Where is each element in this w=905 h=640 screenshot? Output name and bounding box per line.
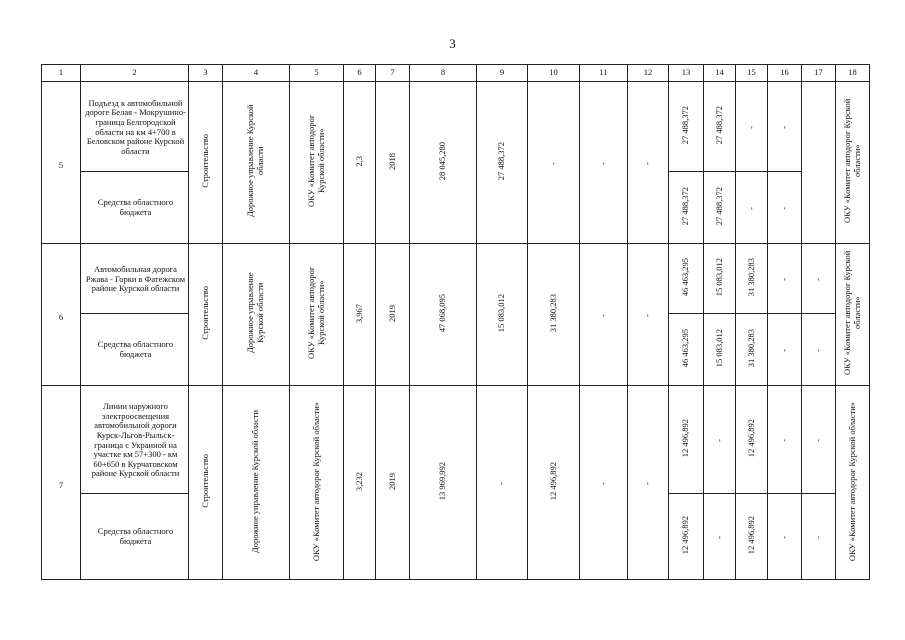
funding-source: Средства областного бюджета <box>81 314 189 386</box>
funding-value: 15 083,012 <box>704 314 736 386</box>
header-cell: 8 <box>410 65 477 82</box>
funding-value: 15 083,012 <box>704 244 736 314</box>
funding-value: 46 463,295 <box>669 244 704 314</box>
header-cell: 16 <box>768 65 802 82</box>
developer-name: ОКУ «Комитет автодорог Курской области» <box>290 82 344 244</box>
work-type: Строительство <box>189 82 223 244</box>
funding-value: 46 463,295 <box>669 314 704 386</box>
funding-value: - <box>802 244 836 314</box>
table-row <box>42 82 870 172</box>
header-cell: 13 <box>669 65 704 82</box>
cost-value: - <box>628 386 669 580</box>
client-name: Дорожное управление Курской области <box>223 386 290 580</box>
header-cell: 9 <box>477 65 528 82</box>
funding-value: - <box>768 494 802 580</box>
capacity-value: 3,232 <box>344 386 376 580</box>
cost-value: 27 488,372 <box>477 82 528 244</box>
year-value: 2019 <box>376 244 410 386</box>
cost-value: 31 380,283 <box>528 244 580 386</box>
funding-value: - <box>802 386 836 494</box>
header-cell: 2 <box>81 65 189 82</box>
work-type: Строительство <box>189 386 223 580</box>
funding-value: 12 496,892 <box>669 386 704 494</box>
header-cell: 5 <box>290 65 344 82</box>
developer-name: ОКУ «Комитет автодорог Курской области» <box>290 386 344 580</box>
funding-value: - <box>736 172 768 244</box>
operator-name: ОКУ «Комитет автодорог Курской области» <box>836 386 870 580</box>
operator-name: ОКУ «Комитет автодорог Курской области» <box>836 244 870 386</box>
year-value: 2019 <box>376 386 410 580</box>
row-number: 7 <box>42 386 81 580</box>
client-name: Дорожное управление Курской области <box>223 82 290 244</box>
funding-value: - <box>768 386 802 494</box>
cost-value: - <box>528 82 580 244</box>
header-cell: 12 <box>628 65 669 82</box>
funding-value: - <box>802 494 836 580</box>
cost-value: - <box>580 244 628 386</box>
page-number: 3 <box>449 36 456 51</box>
developer-name: ОКУ «Комитет автодорог Курской области» <box>290 244 344 386</box>
cost-value: - <box>580 386 628 580</box>
funding-value <box>802 82 836 244</box>
funding-value: 27 488,372 <box>669 82 704 172</box>
funding-value: 27 488,372 <box>669 172 704 244</box>
header-cell: 10 <box>528 65 580 82</box>
header-cell: 1 <box>42 65 81 82</box>
funding-value: - <box>704 494 736 580</box>
funding-value: - <box>736 82 768 172</box>
header-cell: 17 <box>802 65 836 82</box>
funding-source: Средства областного бюджета <box>81 172 189 244</box>
capacity-value: 3,967 <box>344 244 376 386</box>
funding-source: Средства областного бюджета <box>81 494 189 580</box>
cost-value: - <box>477 386 528 580</box>
object-name: Автомобильная дорога Ржава - Горки в Фатежском районе Курской области <box>81 244 189 314</box>
header-cell: 15 <box>736 65 768 82</box>
table-row <box>42 386 870 494</box>
row-number: 6 <box>42 244 81 386</box>
header-cell: 4 <box>223 65 290 82</box>
cost-value: - <box>628 82 669 244</box>
estimated-cost: 47 068,095 <box>410 244 477 386</box>
object-name: Подъезд к автомобильной дороге Белая - Мокрушино-граница Белгородской области на км 4+700 в Беловском районе Курской области <box>81 82 189 172</box>
table-row <box>42 244 870 314</box>
funding-value: - <box>768 82 802 172</box>
header-cell: 7 <box>376 65 410 82</box>
work-type: Строительство <box>189 244 223 386</box>
cost-value: - <box>628 244 669 386</box>
cost-value: 15 083,012 <box>477 244 528 386</box>
funding-value: 27 488,372 <box>704 82 736 172</box>
cost-value: 12 496,892 <box>528 386 580 580</box>
object-name: Линии наружного электроосвещения автомобильной дороги Курск-Льгов-Рыльск-граница с Украиной на участке км 57+300 - км 60+650 в Курчатовском районе Курской области <box>81 386 189 494</box>
funding-value: - <box>802 314 836 386</box>
funding-value: 12 496,892 <box>736 494 768 580</box>
capacity-value: 2,3 <box>344 82 376 244</box>
row-number: 5 <box>42 82 81 244</box>
header-cell: 14 <box>704 65 736 82</box>
funding-value: 31 380,283 <box>736 244 768 314</box>
funding-value: 27 488,372 <box>704 172 736 244</box>
operator-name: ОКУ «Комитет автодорог Курской области» <box>836 82 870 244</box>
funding-value: - <box>704 386 736 494</box>
funding-value: 31 380,283 <box>736 314 768 386</box>
estimated-cost: 13 969,992 <box>410 386 477 580</box>
funding-value: - <box>768 314 802 386</box>
funding-value: 12 496,892 <box>669 494 704 580</box>
table-header-row <box>42 65 870 82</box>
funding-value: 12 496,892 <box>736 386 768 494</box>
year-value: 2018 <box>376 82 410 244</box>
estimated-cost: 28 045,280 <box>410 82 477 244</box>
header-cell: 3 <box>189 65 223 82</box>
header-cell: 11 <box>580 65 628 82</box>
investment-table <box>41 64 870 580</box>
funding-value: - <box>768 172 802 244</box>
funding-value: - <box>768 244 802 314</box>
header-cell: 6 <box>344 65 376 82</box>
header-cell: 18 <box>836 65 870 82</box>
cost-value: - <box>580 82 628 244</box>
client-name: Дорожное управление Курской области <box>223 244 290 386</box>
